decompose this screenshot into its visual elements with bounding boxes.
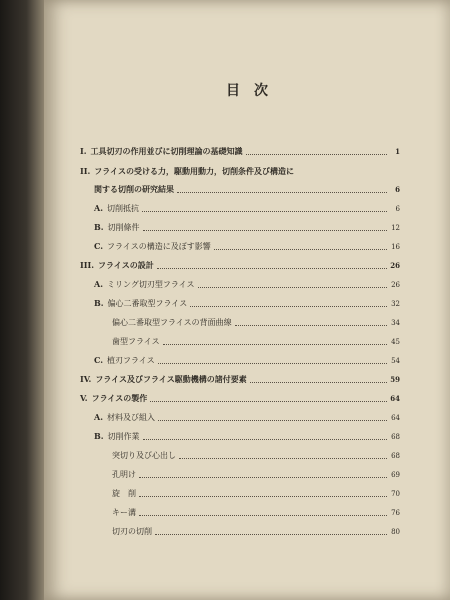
toc-entry [112,526,400,537]
toc-entry-page: 76 [391,509,400,517]
toc-entry-page: 68 [391,452,400,460]
toc-entry [112,317,400,328]
toc-entry [94,279,400,290]
toc-entry-title: 関する切削の研究結果 [94,184,174,194]
toc-leader-dots [246,153,387,155]
toc-leader-dots [198,286,387,288]
toc-entry [112,469,400,480]
toc-entry-title: フライスの設計 [98,260,154,270]
toc-entry-page: 54 [391,357,400,365]
toc-entry [112,336,400,347]
toc-entry-title: 偏心二番取型フライス [107,299,188,308]
toc-entry [112,450,400,461]
toc-entry [112,488,400,499]
toc-leader-dots [139,495,387,497]
toc-entry-page: 26 [391,281,400,289]
toc-entry-title: 切削抵抗 [107,204,139,213]
toc-entry-page: 68 [391,433,400,441]
toc-leader-dots [139,476,387,478]
toc-entry-title: 切刃の切削 [112,527,152,536]
toc-entry-page: 80 [391,528,400,536]
toc-leader-dots [163,343,387,345]
toc-leader-dots [158,362,387,364]
toc-leader-dots [177,191,387,193]
page-title: 目 次 [226,83,268,99]
toc-entry-title: フライスの受ける力，駆動用動力，切削条件及び構造に [94,166,294,176]
toc-entry-page: 34 [391,319,400,327]
toc-entry-title: フライスの製作 [91,393,148,403]
toc-entry-title: フライスの構造に及ぼす影響 [107,242,211,251]
toc-entry [80,374,400,385]
toc-entry [94,184,400,195]
toc-leader-dots [158,419,387,421]
toc-entry-number: A. [94,203,103,213]
toc-entry-title: 偏心二番取型フライスの背面曲線 [112,318,232,327]
toc-entry-title: 突切り及び心出し [112,451,176,460]
toc-entry-number: B. [94,222,104,232]
toc-leader-dots [214,248,387,250]
toc-entry [112,507,400,518]
toc-leader-dots [150,400,387,402]
toc-entry-title: 工具切刃の作用並びに切削理論の基礎知識 [90,146,243,156]
toc-entry-page: 1 [395,147,400,156]
toc-entry-page: 12 [391,224,400,232]
toc-entry-page: 32 [391,300,400,308]
toc-entry [80,260,400,271]
toc-entry-page: 6 [395,185,400,194]
toc-entry-number: B. [94,431,104,441]
book-spine-shadow [0,0,44,600]
toc-entry-number: C. [94,241,104,251]
toc-entry-title: 孔明け [112,470,136,479]
toc-entry-title: 植刃フライス [107,356,155,365]
toc-entry [94,412,400,423]
toc-entry-number: A. [94,279,103,289]
toc-entry-number: III. [80,260,95,270]
toc-leader-dots [139,514,387,516]
toc-entry-page: 6 [395,205,400,213]
toc-leader-dots [190,305,387,307]
toc-entry-page: 70 [391,490,400,498]
toc-entry-page: 45 [391,338,400,346]
toc-entry [80,166,400,177]
toc-entry-number: II. [80,166,91,176]
toc-entry-title: 歯型フライス [112,337,160,346]
toc-entry [80,146,400,157]
toc-entry-title: キー溝 [112,508,136,517]
toc-leader-dots [143,229,387,231]
book-page [44,0,450,600]
toc-leader-dots [250,381,387,383]
toc-entry-title: 旋 削 [112,489,136,498]
toc-entry-title: フライス及びフライス駆動機構の諸付要素 [95,374,247,384]
toc-entry-page: 64 [390,394,400,403]
toc-leader-dots [142,210,387,212]
toc-entry-number: IV. [80,374,92,384]
toc-entry [94,298,400,309]
toc-leader-dots [157,267,387,269]
toc-leader-dots [155,533,387,535]
toc-entry-page: 59 [390,375,400,384]
toc-entry-number: A. [94,412,103,422]
toc-entry-title: 切削作業 [107,432,140,441]
toc-entry-page: 69 [391,471,400,479]
toc-entry [94,241,400,252]
toc-leader-dots [235,324,387,326]
toc-entry-page: 16 [391,243,400,251]
toc-entry-title: ミリング切刃型フライス [107,280,195,289]
toc-entry-number: V. [80,393,88,403]
toc-entry [80,393,400,404]
toc-entry-number: C. [94,355,104,365]
toc-entry-title: 材料及び組入 [107,413,155,422]
toc-leader-dots [143,438,387,440]
toc-entry-title: 切削條件 [107,223,140,232]
toc-entry [94,355,400,366]
toc-entry [94,431,400,442]
toc-entry-number: B. [94,298,104,308]
toc-entry-number: I. [80,146,87,156]
toc-leader-dots [179,457,387,459]
toc-entry-page: 26 [390,261,400,270]
toc-entry [94,222,400,233]
toc-entry [94,203,400,214]
toc-entry-page: 64 [391,414,400,422]
